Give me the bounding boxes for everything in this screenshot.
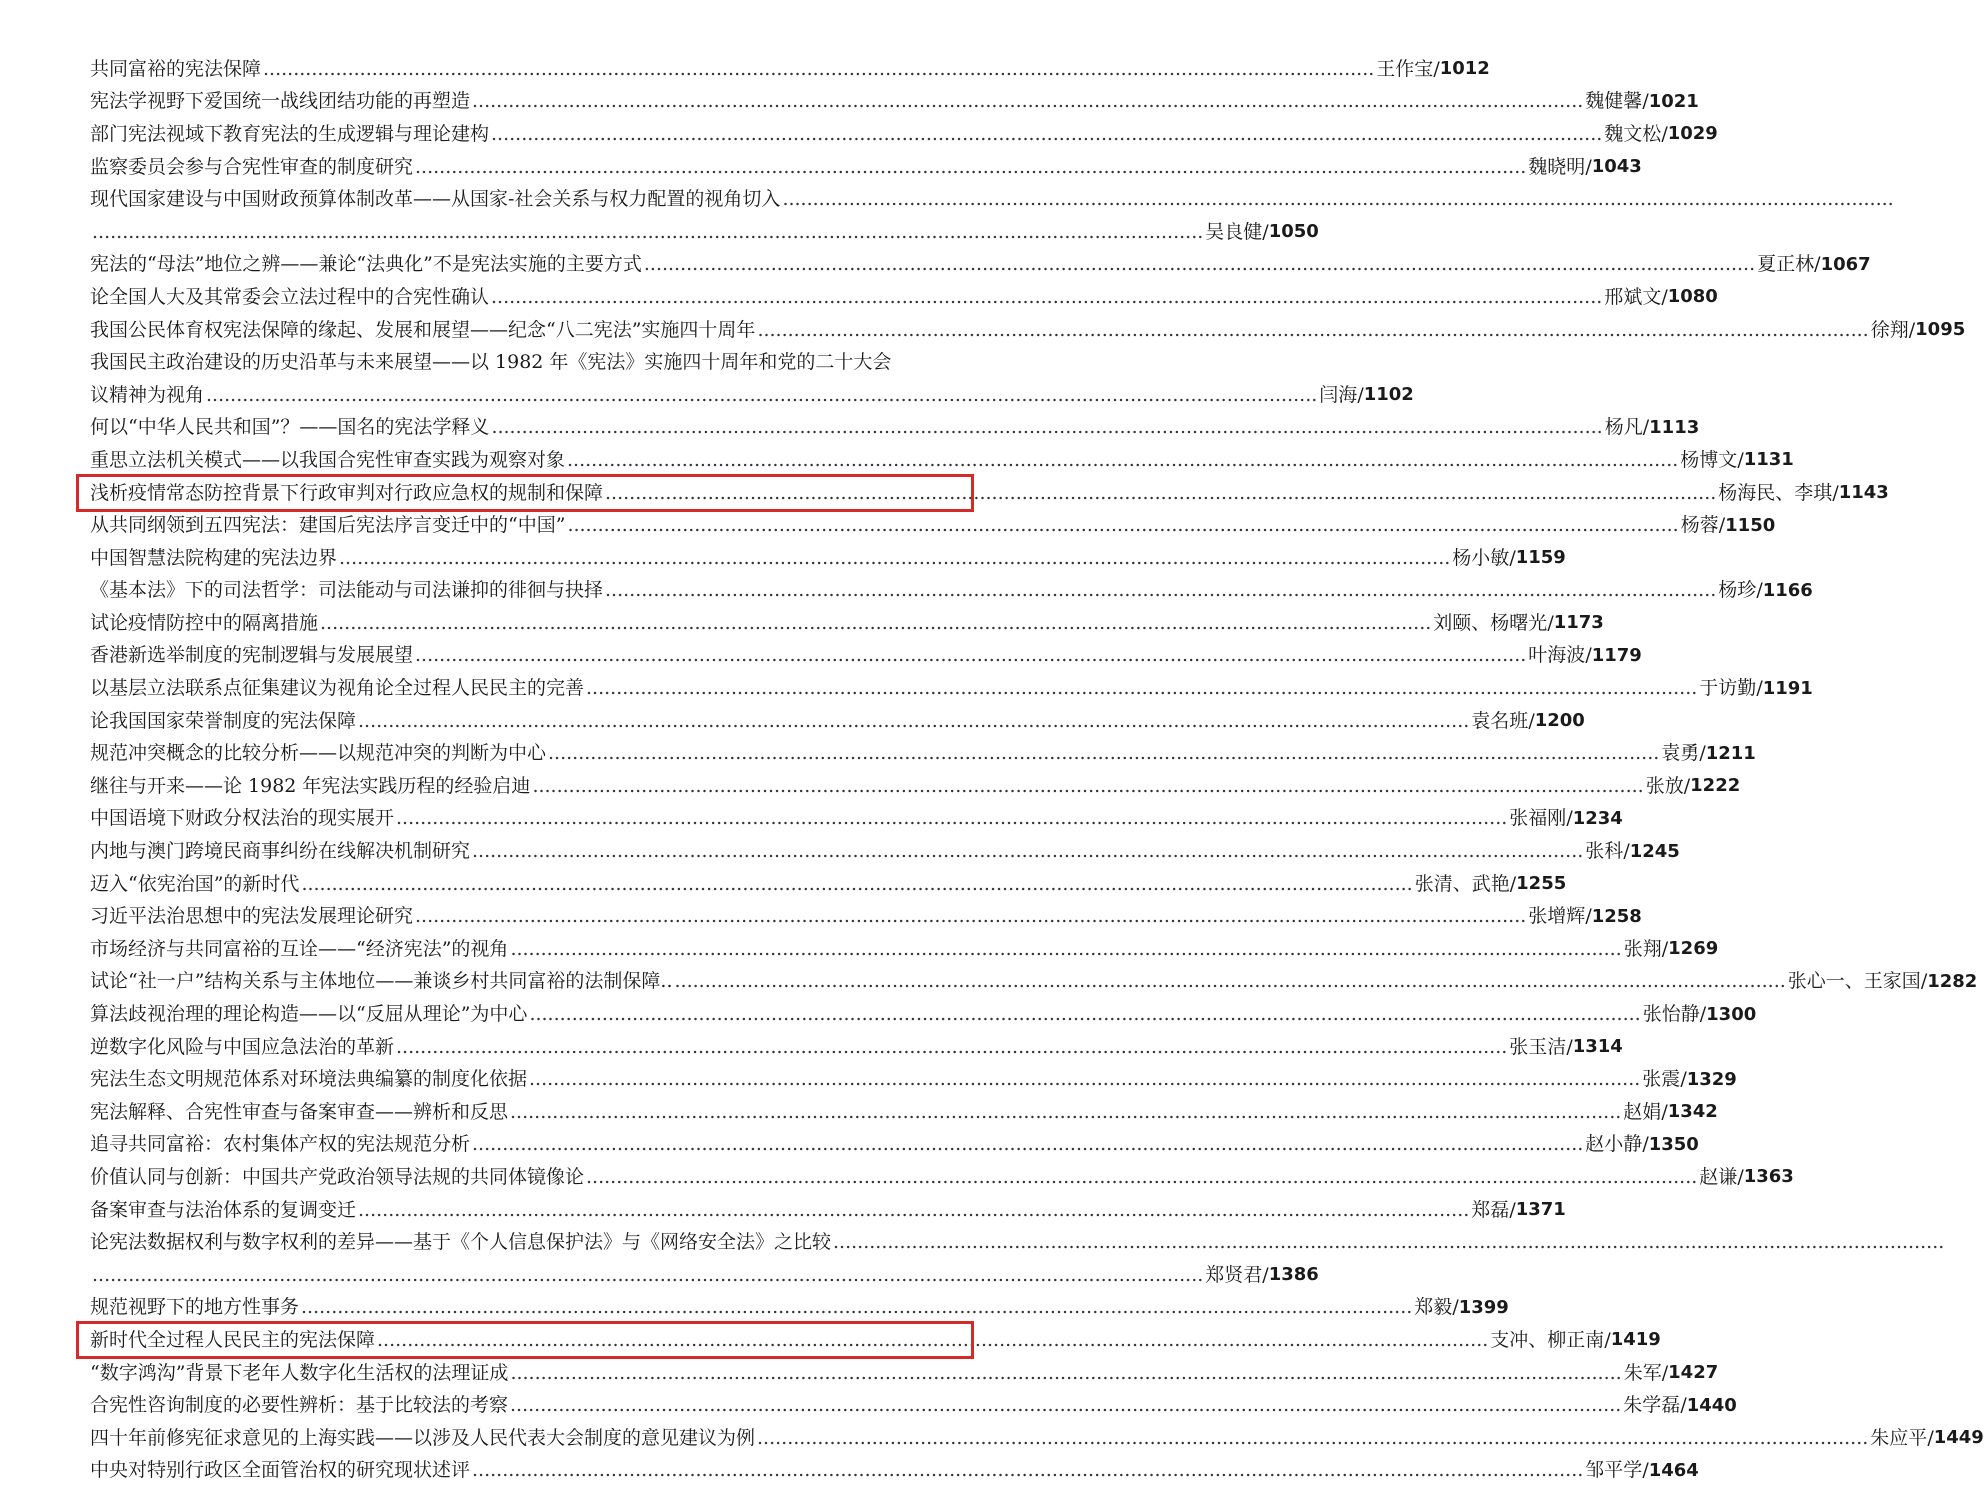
entry-author: 张清、武艳: [1414, 872, 1510, 895]
entry-title: 迈入“依宪治国”的新时代: [90, 872, 300, 895]
entry-title: 算法歧视治理的理论构造——以“反屈从理论”为中心: [90, 1003, 528, 1026]
separator: /: [1509, 1198, 1516, 1221]
leader-dots: [92, 223, 1203, 242]
entry-title: 香港新选举制度的宪制逻辑与发展展望: [90, 644, 414, 667]
entry-title: 以基层立法联系点征集建议为视角论全过程人民民主的完善: [90, 677, 585, 700]
toc-entry: [90, 53, 1490, 86]
leader-dots: [605, 581, 1716, 600]
toc-entry: [90, 1357, 1719, 1390]
entry-title: 中国语境下财政分权法治的现实展开: [90, 807, 395, 830]
leader-dots: [358, 712, 1469, 731]
entry-title: 备案审查与法治体系的复调变迁: [90, 1198, 357, 1221]
toc-entry: [90, 1455, 1699, 1488]
entry-page: 1300: [1706, 1003, 1757, 1025]
leader-dots: [586, 679, 1697, 698]
leader-dots: [529, 1070, 1640, 1089]
leader-dots: [92, 1266, 1203, 1285]
leader-dots: [491, 288, 1602, 307]
separator: /: [1908, 318, 1916, 341]
toc-entry: [90, 542, 1566, 575]
entry-title: 我国公民体育权宪法保障的缘起、发展和展望——纪念“八二宪法”实施四十周年: [90, 318, 756, 341]
leader-dots: [491, 125, 1602, 144]
entry-title: 中国智慧法院构建的宪法边界: [90, 546, 338, 569]
leader-dots: [415, 158, 1526, 177]
entry-author: 支冲、柳正南: [1490, 1328, 1605, 1351]
entry-title: 宪法学视野下爱国统一战线团结功能的再塑造: [90, 90, 471, 113]
entry-page: 1255: [1516, 873, 1567, 895]
entry-page: 1021: [1648, 90, 1699, 112]
leader-dots: [320, 614, 1431, 633]
leader-dots: [415, 646, 1526, 665]
entry-author: 袁名班: [1471, 709, 1529, 732]
leader-dots: [644, 255, 1755, 274]
entry-author: 闫海: [1319, 383, 1358, 406]
toc-entry: [90, 1031, 1623, 1064]
entry-author: 赵谦: [1699, 1165, 1738, 1188]
entry-page: 1113: [1649, 416, 1700, 438]
entry-author: 夏正林: [1757, 253, 1815, 276]
entry-title: 内地与澳门跨境民商事纠纷在线解决机制研究: [90, 840, 471, 863]
leader-dots: [472, 1135, 1583, 1154]
entry-author: 张增辉: [1528, 905, 1586, 928]
entry-page: 1399: [1458, 1296, 1509, 1318]
separator: /: [1642, 1133, 1649, 1156]
toc-entry: [90, 900, 1642, 933]
entry-author: 朱学磊: [1623, 1394, 1681, 1417]
entry-title: 论我国国家荣誉制度的宪法保障: [90, 709, 357, 732]
entry-page: 1234: [1572, 807, 1623, 829]
entry-page: 1440: [1686, 1394, 1737, 1416]
entry-page: 1166: [1762, 579, 1813, 601]
entry-title: 新时代全过程人民民主的宪法保障: [90, 1328, 376, 1351]
toc-entry: [90, 672, 1813, 705]
entry-title: 市场经济与共同富裕的互诠——“经济宪法”的视角: [90, 937, 509, 960]
table-of-contents: [90, 53, 1984, 1487]
entry-author: 张翔: [1623, 937, 1662, 960]
entry-author: 徐翔: [1870, 318, 1909, 341]
entry-page: 1179: [1591, 644, 1642, 666]
separator: /: [1680, 1068, 1687, 1091]
toc-entry: [90, 314, 1966, 347]
separator: /: [1699, 1003, 1707, 1026]
separator: /: [1683, 774, 1691, 797]
entry-title: “数字鸿沟”背景下老年人数字化生活权的法理证成: [90, 1361, 509, 1384]
leader-dots: [757, 1429, 1868, 1448]
entry-title: 宪法生态文明规范体系对环境法典编纂的制度化依据: [90, 1068, 528, 1091]
entry-title: 浅析疫情常态防控背景下行政审判对行政应急权的规制和保障: [90, 481, 604, 504]
highlight-box: [76, 1321, 974, 1359]
entry-page: 1150: [1725, 514, 1776, 536]
toc-entry: [90, 1161, 1794, 1194]
leader-dots: [472, 1461, 1583, 1480]
separator: /: [1927, 1426, 1934, 1449]
entry-title: 重思立法机关模式——以我国合宪性审查实践为观察对象: [90, 448, 566, 471]
toc-entry: [90, 249, 1871, 282]
entry-page: 1245: [1629, 840, 1680, 862]
separator: /: [1262, 220, 1269, 243]
separator: /: [1699, 742, 1706, 765]
entry-page: 1012: [1439, 58, 1490, 80]
entry-author: 杨博文: [1680, 448, 1738, 471]
entry-page: 1427: [1668, 1362, 1719, 1384]
leader-dots: [567, 451, 1678, 470]
separator: /: [1452, 1296, 1459, 1319]
entry-title: 共同富裕的宪法保障: [90, 57, 262, 80]
entry-page: 1449: [1933, 1427, 1984, 1449]
toc-entry: [90, 835, 1680, 868]
entry-author: 朱军: [1623, 1361, 1662, 1384]
leader-dots: [415, 907, 1526, 926]
entry-page: 1050: [1268, 221, 1319, 243]
separator: /: [1585, 644, 1592, 667]
entry-page: 1258: [1591, 905, 1642, 927]
entry-author: 魏文松: [1604, 122, 1662, 145]
entry-title: 议精神为视角: [90, 383, 205, 406]
entry-author: 刘颐、杨曙光: [1433, 611, 1548, 634]
entry-author: 于访勤: [1699, 677, 1757, 700]
toc-entry: [90, 118, 1718, 151]
entry-page: 1067: [1820, 253, 1871, 275]
toc-entry: [90, 705, 1585, 738]
leader-dots: [339, 549, 1450, 568]
leader-dots: [586, 1168, 1697, 1187]
highlight-box: [76, 474, 974, 512]
entry-title: 试论“社一户”结构关系与主体地位——兼谈乡村共同富裕的法制保障..: [90, 970, 673, 993]
entry-title: 我国民主政治建设的历史沿革与未来展望——以 1982 年《宪法》实施四十周年和党的二十大会: [90, 351, 892, 374]
separator: /: [1661, 937, 1669, 960]
leader-dots: [510, 1103, 1621, 1122]
toc-entry: [90, 86, 1699, 119]
entry-page: 1173: [1553, 612, 1604, 634]
entry-author: 郑毅: [1414, 1296, 1453, 1319]
entry-page: 1314: [1572, 1036, 1623, 1058]
entry-page: 1222: [1690, 775, 1741, 797]
leader-dots: [510, 1364, 1621, 1383]
entry-page: 1043: [1591, 156, 1642, 178]
leader-dots: [510, 1396, 1621, 1415]
entry-title: 继往与开来——论 1982 年宪法实践历程的经验启迪: [90, 774, 531, 797]
entry-page: 1080: [1667, 286, 1718, 308]
separator: /: [1547, 611, 1554, 634]
separator: /: [1814, 253, 1821, 276]
leader-dots: [206, 386, 1317, 405]
toc-entry: [90, 151, 1642, 184]
leader-dots: [263, 60, 1374, 79]
leader-dots: [301, 875, 1412, 894]
entry-author: 赵娟: [1623, 1100, 1662, 1123]
separator: /: [1718, 514, 1726, 537]
entry-title: 部门宪法视域下教育宪法的生成逻辑与理论建构: [90, 122, 490, 145]
toc-entry: [90, 1129, 1699, 1162]
entry-title: 中央对特别行政区全面管治权的研究现状述评: [90, 1459, 471, 1482]
entry-page: 1282: [1927, 970, 1978, 992]
separator: /: [1642, 1459, 1649, 1482]
toc-entry: [90, 868, 1567, 901]
leader-dots: [833, 1233, 1944, 1252]
entry-author: 张玉洁: [1509, 1035, 1567, 1058]
separator: /: [1661, 285, 1668, 308]
toc-entry: [90, 1226, 960, 1259]
entry-page: 1350: [1648, 1133, 1699, 1155]
entry-title: 价值认同与创新：中国共产党政治领导法规的共同体镜像论: [90, 1165, 585, 1188]
toc-entry: [90, 998, 1757, 1031]
entry-author: 张怡静: [1642, 1003, 1700, 1026]
leader-dots: [529, 1005, 1640, 1024]
separator: /: [1920, 970, 1928, 993]
toc-entry: [90, 1292, 1509, 1325]
separator: /: [1661, 1100, 1668, 1123]
toc-entry: [90, 346, 960, 379]
leader-dots: [675, 972, 1786, 991]
leader-dots: [757, 321, 1868, 340]
toc-entry: [90, 966, 1978, 999]
entry-author: 吴良健: [1205, 220, 1263, 243]
toc-entry: [90, 1194, 1566, 1227]
leader-dots: [548, 744, 1659, 763]
separator: /: [1509, 546, 1516, 569]
entry-page: 1386: [1268, 1264, 1319, 1286]
entry-author: 邹平学: [1585, 1459, 1643, 1482]
separator: /: [1566, 807, 1573, 830]
separator: /: [1642, 416, 1650, 439]
separator: /: [1262, 1263, 1269, 1286]
separator: /: [1433, 57, 1440, 80]
entry-author: 袁勇: [1661, 742, 1700, 765]
entry-page: 1191: [1762, 677, 1813, 699]
leader-dots: [567, 516, 1678, 535]
entry-title: 追寻共同富裕：农村集体产权的宪法规范分析: [90, 1133, 471, 1156]
entry-page: 1464: [1648, 1459, 1699, 1481]
toc-entry: [90, 737, 1756, 770]
entry-title: 规范视野下的地方性事务: [90, 1296, 300, 1319]
entry-author: 郑贤君: [1205, 1263, 1263, 1286]
leader-dots: [396, 809, 1507, 828]
entry-page: 1159: [1515, 547, 1566, 569]
toc-entry: [90, 1259, 1319, 1292]
entry-author: 叶海波: [1528, 644, 1586, 667]
entry-author: 张福刚: [1509, 807, 1567, 830]
toc-entry: [90, 575, 1813, 608]
separator: /: [1604, 1328, 1611, 1351]
entry-title: 习近平法治思想中的宪法发展理论研究: [90, 905, 414, 928]
toc-entry: [90, 933, 1719, 966]
entry-page: 1371: [1515, 1199, 1566, 1221]
entry-author: 杨海民、李琪: [1718, 481, 1833, 504]
entry-author: 杨小敏: [1452, 546, 1510, 569]
entry-title: 论全国人大及其常委会立法过程中的合宪性确认: [90, 285, 490, 308]
entry-author: 张放: [1645, 774, 1684, 797]
toc-entry: [90, 1063, 1737, 1096]
toc-entry: [90, 607, 1604, 640]
entry-title: 《基本法》下的司法哲学：司法能动与司法谦抑的徘徊与抉择: [90, 579, 604, 602]
separator: /: [1642, 90, 1649, 113]
separator: /: [1528, 709, 1535, 732]
entry-author: 魏健馨: [1585, 90, 1643, 113]
entry-author: 杨蓉: [1680, 514, 1719, 537]
separator: /: [1623, 840, 1630, 863]
separator: /: [1756, 677, 1763, 700]
separator: /: [1680, 1394, 1687, 1417]
entry-page: 1200: [1534, 710, 1585, 732]
separator: /: [1585, 155, 1592, 178]
entry-title: 宪法解释、合宪性审查与备案审查——辨析和反思: [90, 1100, 509, 1123]
entry-author: 张震: [1642, 1068, 1681, 1091]
entry-page: 1329: [1686, 1068, 1737, 1090]
entry-author: 杨凡: [1604, 416, 1643, 439]
entry-page: 1131: [1743, 449, 1794, 471]
toc-entry: [90, 216, 1319, 249]
separator: /: [1566, 1035, 1573, 1058]
entry-author: 郑磊: [1471, 1198, 1510, 1221]
entry-author: 赵小静: [1585, 1133, 1643, 1156]
toc-entry: [90, 509, 1776, 542]
leader-dots: [396, 1038, 1507, 1057]
separator: /: [1832, 481, 1839, 504]
toc-entry: [90, 1096, 1718, 1129]
entry-page: 1419: [1610, 1329, 1661, 1351]
entry-title: 试论疫情防控中的隔离措施: [90, 611, 319, 634]
entry-title: 监察委员会参与合宪性审查的制度研究: [90, 155, 414, 178]
separator: /: [1756, 579, 1763, 602]
separator: /: [1509, 872, 1517, 895]
toc-entry: [90, 444, 1794, 477]
toc-entry: [90, 379, 1414, 412]
entry-title: 合宪性咨询制度的必要性辨析：基于比较法的考察: [90, 1394, 509, 1417]
entry-author: 邢斌文: [1604, 285, 1662, 308]
entry-page: 1211: [1705, 742, 1756, 764]
entry-page: 1363: [1743, 1166, 1794, 1188]
leader-dots: [472, 92, 1583, 111]
separator: /: [1661, 1361, 1669, 1384]
toc-entry: [90, 1389, 1737, 1422]
leader-dots: [510, 940, 1621, 959]
entry-page: 1102: [1363, 384, 1414, 406]
entry-author: 杨珍: [1718, 579, 1757, 602]
toc-entry: [90, 281, 1718, 314]
toc-entry: [90, 412, 1700, 445]
entry-author: 张科: [1585, 840, 1624, 863]
separator: /: [1661, 122, 1668, 145]
entry-title: 逆数字化风险与中国应急法治的革新: [90, 1035, 395, 1058]
separator: /: [1585, 905, 1592, 928]
leader-dots: [491, 418, 1602, 437]
entry-title: 规范冲突概念的比较分析——以规范冲突的判断为中心: [90, 742, 547, 765]
entry-page: 1029: [1667, 123, 1718, 145]
leader-dots: [782, 190, 1893, 209]
toc-entry: [90, 803, 1623, 836]
separator: /: [1737, 1165, 1744, 1188]
entry-page: 1269: [1668, 938, 1719, 960]
entry-author: 朱应平: [1870, 1426, 1928, 1449]
entry-title: 论宪法数据权利与数字权利的差异——基于《个人信息保护法》与《网络安全法》之比较: [90, 1231, 832, 1254]
entry-title: 何以“中华人民共和国”？——国名的宪法学释义: [90, 416, 490, 439]
toc-entry: [90, 1422, 1984, 1455]
toc-entry: [90, 770, 1741, 803]
entry-page: 1143: [1838, 482, 1889, 504]
entry-title: 现代国家建设与中国财政预算体制改革——从国家-社会关系与权力配置的视角切入: [90, 188, 781, 211]
separator: /: [1357, 383, 1364, 406]
entry-page: 1342: [1667, 1101, 1718, 1123]
entry-title: 宪法的“母法”地位之辨——兼论“法典化”不是宪法实施的主要方式: [90, 253, 642, 276]
leader-dots: [472, 842, 1583, 861]
entry-author: 张心一、王家国: [1787, 970, 1921, 993]
entry-author: 王作宝: [1376, 57, 1434, 80]
leader-dots: [301, 1298, 1412, 1317]
leader-dots: [358, 1201, 1469, 1220]
entry-title: 从共同纲领到五四宪法：建国后宪法序言变迁中的“中国”: [90, 514, 566, 537]
entry-title: 四十年前修宪征求意见的上海实践——以涉及人民代表大会制度的意见建议为例: [90, 1426, 756, 1449]
toc-entry: [90, 183, 960, 216]
leader-dots: [532, 777, 1643, 796]
entry-author: 魏晓明: [1528, 155, 1586, 178]
entry-page: 1095: [1915, 319, 1966, 341]
separator: /: [1737, 448, 1744, 471]
toc-entry: [90, 640, 1642, 673]
